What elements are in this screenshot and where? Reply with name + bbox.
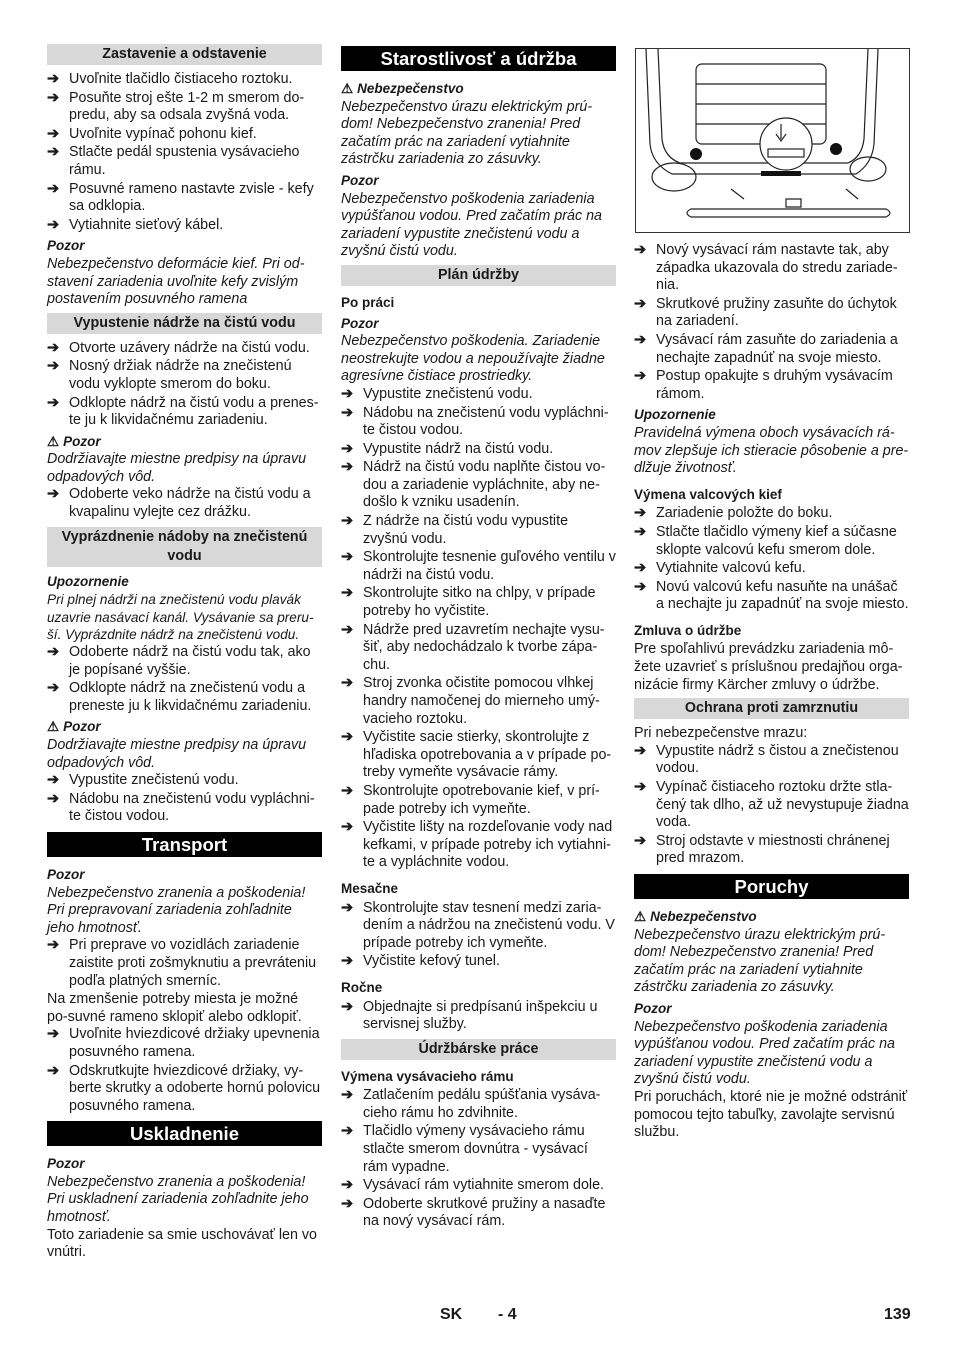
arrow-icon: ➔ <box>341 819 353 836</box>
list-text: Odklopte nádrž na znečistenú vodu a preneste ju k likvidačnému zariadeniu. <box>69 680 312 714</box>
list-item <box>47 1063 322 1116</box>
bullet-list <box>634 242 909 403</box>
list-text: Skontrolujte opotrebovanie kief, v prí-pade potreby ich vymeňte. <box>363 782 600 817</box>
list-text: Vytiahnite valcovú kefu. <box>656 560 806 577</box>
danger-note: Nebezpečenstvo úrazu elektrickým prú-dom! Nebezpečenstvo zranenia! Pred začatím prác na zariadení vytiahnite zástrčku zariadenia zo zásuvky. <box>634 926 886 996</box>
body-text: Toto zariadenie sa smie uschovávať len vo vnútri. <box>47 1226 317 1261</box>
arrow-icon: ➔ <box>634 560 646 577</box>
arrow-icon: ➔ <box>634 505 646 522</box>
caution-label: Pozor <box>634 1000 672 1016</box>
bullet-list <box>47 71 322 234</box>
body-text: Na zmenšenie potreby miesta je možné po-suvné rameno sklopiť alebo odklopiť. <box>47 991 302 1025</box>
arrow-icon: ➔ <box>341 621 353 638</box>
caution-note: Nebezpečenstvo zranenia a poškodenia! Pri prepravovaní zariadenia zohľadnite jeho hmotnosť. <box>47 884 306 936</box>
arrow-icon: ➔ <box>47 125 59 142</box>
bullet-list <box>341 386 616 872</box>
section-heading: Plán údržby <box>341 265 616 286</box>
squeegee-replacement-illustration <box>635 48 910 233</box>
arrow-icon: ➔ <box>341 899 353 916</box>
section-heading: Vypustenie nádrže na čistú vodu <box>47 313 322 334</box>
list-item <box>47 486 322 521</box>
caution-note: Nebezpečenstvo poškodenia zariadenia vypúšťanou vodou. Pred začatím prác na zariadení vypustite znečistenú vodu a zvyšnú čistú vodu. <box>634 1018 895 1088</box>
arrow-icon: ➔ <box>47 358 59 375</box>
list-item <box>47 144 322 179</box>
subheading: Ročne <box>341 979 383 995</box>
list-item <box>634 332 909 367</box>
list-item <box>341 585 616 620</box>
list-text: Tlačidlo výmeny vysávacieho rámu stlačte smerom dovnútra - vysávací rám vypadne. <box>363 1123 588 1175</box>
list-item <box>341 729 616 782</box>
arrow-icon: ➔ <box>634 242 646 258</box>
caution-label-text: Pozor <box>63 719 101 735</box>
arrow-icon: ➔ <box>341 459 353 476</box>
chapter-heading: Transport <box>47 832 322 857</box>
bullet-list <box>341 999 616 1034</box>
notice-label: Upozornenie <box>634 407 716 423</box>
list-text: Zariadenie položte do boku. <box>656 505 833 522</box>
list-item <box>634 560 909 578</box>
caution-label: Pozor <box>341 172 379 188</box>
arrow-icon: ➔ <box>634 779 646 796</box>
list-text: Skrutkové pružiny zasuňte do úchytok na zariadení. <box>656 295 897 330</box>
list-item <box>341 459 616 512</box>
list-text: Vyčistite lišty na rozdeľovanie vody nad kefkami, v prípade potreby ich vytiahni-te a vypláchnite vodou. <box>363 819 613 871</box>
danger-label-text: Nebezpečenstvo <box>650 909 757 924</box>
arrow-icon: ➔ <box>47 486 59 503</box>
caution-label-text: Pozor <box>63 433 101 449</box>
list-item <box>341 783 616 818</box>
list-item <box>341 1177 616 1195</box>
list-item <box>341 405 616 440</box>
list-text: Vytiahnite sieťový kábel. <box>69 216 224 233</box>
bullet-list <box>341 1087 616 1231</box>
caution-note: Nebezpečenstvo zranenia a poškodenia! Pri uskladnení zariadenia zohľadnite jeho hmotnosť. <box>47 1173 309 1226</box>
bullet-list <box>47 486 322 521</box>
arrow-icon: ➔ <box>341 675 353 692</box>
arrow-icon: ➔ <box>634 832 646 849</box>
arrow-icon: ➔ <box>47 1062 59 1079</box>
arrow-icon: ➔ <box>341 1177 353 1194</box>
caution-label: Pozor <box>47 238 85 254</box>
list-item <box>341 386 616 404</box>
arrow-icon: ➔ <box>47 394 59 411</box>
notice-note: Pravidelná výmena oboch vysávacích rá-mov zlepšuje ich stieracie pôsobenie a pre-dlžuje životnosť. <box>634 424 909 477</box>
list-item <box>634 242 909 295</box>
list-item <box>634 368 909 403</box>
bullet-list <box>47 644 322 715</box>
bullet-list <box>341 900 616 971</box>
body-text: Pri poruchách, ktoré nie je možné odstrániť pomocou tejto tabuľky, zavolajte servisnú službu. <box>634 1088 908 1141</box>
list-item <box>47 937 322 990</box>
list-text: Z nádrže na čistú vodu vypustite zvyšnú vodu. <box>363 513 569 547</box>
list-item <box>47 772 322 790</box>
list-item <box>47 791 322 826</box>
list-text: Vypínač čistiaceho roztoku držte stla-čený tak dlho, až už nevystupuje žiadna voda. <box>656 779 909 831</box>
arrow-icon: ➔ <box>47 216 59 233</box>
arrow-icon: ➔ <box>47 772 59 789</box>
arrow-icon: ➔ <box>341 998 353 1015</box>
arrow-icon: ➔ <box>47 339 59 356</box>
chapter-heading: Uskladnenie <box>47 1121 322 1146</box>
list-item <box>341 513 616 548</box>
list-text: Skontrolujte tesnenie guľového ventilu v nádrži na čistú vodu. <box>363 549 616 583</box>
arrow-icon: ➔ <box>341 440 353 457</box>
caution-note: Nebezpečenstvo deformácie kief. Pri od-stavení zariadenia uvoľnite kefy zvislým postavením posuvného ramena <box>47 255 305 308</box>
notice-label: Upozornenie <box>47 573 129 589</box>
list-text: Posuňte stroj ešte 1-2 m smerom do-predu, aby sa odsala zvyšná voda. <box>69 89 305 124</box>
bullet-list <box>47 1026 322 1115</box>
list-text: Odoberte skrutkové pružiny a nasaďte na nový vysávací rám. <box>363 1195 606 1230</box>
arrow-icon: ➔ <box>47 937 59 954</box>
subheading: Výmena valcových kief <box>634 486 782 502</box>
danger-label <box>634 908 909 926</box>
section-heading: Ochrana proti zamrznutiu <box>634 698 909 719</box>
list-text: Stroj odstavte v miestnosti chránenej pred mrazom. <box>656 832 890 867</box>
bullet-list <box>47 937 322 990</box>
caution-note: Dodržiavajte miestne predpisy na úpravu odpadových vôd. <box>47 451 307 485</box>
list-item <box>634 505 909 523</box>
list-item <box>341 549 616 584</box>
arrow-icon: ➔ <box>634 295 646 312</box>
list-text: Odskrutkujte hviezdicové držiaky, vy-berte skrutky a odoberte hornú polovicu posuvného ramena. <box>69 1062 321 1114</box>
list-item <box>47 71 322 89</box>
danger-label <box>341 80 616 98</box>
list-item <box>341 819 616 872</box>
danger-note: Nebezpečenstvo úrazu elektrickým prú-dom! Nebezpečenstvo zranenia! Pred začatím prác na zariadení vytiahnite zástrčku zariadenia zo zásuvky. <box>341 98 593 168</box>
language-code: SK <box>440 1306 463 1323</box>
column-2 <box>341 44 616 1232</box>
list-text: Posuvné rameno nastavte zvisle - kefy sa odklopia. <box>69 180 314 215</box>
list-item <box>47 644 322 679</box>
arrow-icon: ➔ <box>47 644 59 661</box>
caution-label: Pozor <box>341 315 379 331</box>
list-item <box>47 395 322 430</box>
caution-note: Nebezpečenstvo poškodenia. Zariadenie neostrekujte vodou a nepoužívajte žiadne agresívne čistiace prostriedky. <box>341 333 605 385</box>
arrow-icon: ➔ <box>341 1195 353 1212</box>
list-text: Pri preprave vo vozidlách zariadenie zaistite proti zošmyknutiu a prevráteniu podľa platných smerníc. <box>69 937 317 989</box>
arrow-icon: ➔ <box>341 404 353 421</box>
arrow-icon: ➔ <box>341 585 353 602</box>
caution-label: Pozor <box>47 866 85 882</box>
arrow-icon: ➔ <box>341 549 353 566</box>
arrow-icon: ➔ <box>47 1026 59 1043</box>
list-text: Stlačte tlačidlo výmeny kief a súčasne sklopte valcovú kefu smerom dole. <box>656 523 897 558</box>
list-text: Vyčistite kefový tunel. <box>363 953 500 970</box>
list-item <box>341 900 616 953</box>
body-text: Pre spoľahlivú prevádzku zariadenia mô-žete uzavrieť s príslušnou predajňou orga-nizácie firmy Kärcher zmluvy o údržbe. <box>634 641 903 693</box>
column-3 <box>634 242 909 1142</box>
list-text: Postup opakujte s druhým vysávacím rámom. <box>656 368 893 402</box>
list-item <box>341 999 616 1034</box>
list-item <box>341 1196 616 1231</box>
list-text: Skontrolujte sitko na chlpy, v prípade potreby ho vyčistite. <box>363 585 596 620</box>
chapter-heading: Starostlivosť a údržba <box>341 46 616 71</box>
arrow-icon: ➔ <box>341 1123 353 1140</box>
section-heading: Údržbárske práce <box>341 1039 616 1060</box>
section-page: - 4 <box>498 1306 517 1323</box>
arrow-icon: ➔ <box>47 144 59 161</box>
caution-label: Pozor <box>47 1156 85 1172</box>
warning-icon: ⚠ <box>47 719 60 735</box>
list-item <box>341 1087 616 1122</box>
arrow-icon: ➔ <box>47 89 59 106</box>
list-text: Uvoľnite vypínač pohonu kief. <box>69 125 257 142</box>
list-text: Objednajte si predpísanú inšpekciu u servisnej služby. <box>363 998 598 1033</box>
caution-label <box>47 718 322 736</box>
subheading: Zmluva o údržbe <box>634 622 742 638</box>
danger-label-text: Nebezpečenstvo <box>357 81 464 96</box>
list-item <box>47 358 322 393</box>
subheading: Po práci <box>341 294 395 310</box>
arrow-icon: ➔ <box>634 578 646 595</box>
list-item <box>47 340 322 358</box>
list-item <box>47 126 322 144</box>
bullet-list <box>634 743 909 868</box>
column-1 <box>47 44 322 1262</box>
list-text: Nádrž na čistú vodu naplňte čistou vo-dou a zariadenie vypláchnite, aby ne-došlo k vzniku usadenín. <box>363 459 606 511</box>
list-item <box>341 622 616 675</box>
page-number: 139 <box>884 1306 911 1323</box>
caution-note: Nebezpečenstvo poškodenia zariadenia vypúšťanou vodou. Pred začatím prác na zariadení vypustite znečistenú vodu a zvyšnú čistú vodu. <box>341 190 602 260</box>
list-text: Nádobu na znečistenú vodu vypláchni-te čistou vodou. <box>69 790 315 825</box>
list-text: Vysávací rám zasuňte do zariadenia a nechajte zapadnúť na svoje miesto. <box>656 331 898 366</box>
chapter-heading: Poruchy <box>634 874 909 899</box>
list-item <box>47 680 322 715</box>
list-text: Vysávací rám vytiahnite smerom dole. <box>363 1177 605 1194</box>
list-text: Nádrže pred uzavretím nechajte vysu-šiť, aby nedochádzalo k tvorbe zápa-chu. <box>363 621 605 673</box>
list-text: Zatlačením pedálu spúšťania vysáva-cieho rámu ho zdvihnite. <box>363 1087 601 1121</box>
list-text: Nový vysávací rám nastavte tak, aby západka ukazovala do stredu zariade-nia. <box>656 242 898 294</box>
list-text: Stroj zvonka očistite pomocou vlhkej handry namočenej do mierneho umý-vacieho roztoku. <box>363 675 600 727</box>
arrow-icon: ➔ <box>47 180 59 197</box>
bullet-list <box>47 772 322 826</box>
notice-note: Pri plnej nádrži na znečistenú vodu plavák uzavrie nasávací kanál. Vysávanie sa preru-ší. Vyprázdnite nádrž na znečistenú vodu. <box>47 592 314 643</box>
list-text: Odoberte veko nádrže na čistú vodu a kvapalinu vylejte cez drážku. <box>69 486 311 521</box>
list-item <box>634 743 909 778</box>
list-item <box>634 833 909 868</box>
list-text: Vyčistite sacie stierky, skontrolujte z hľadiska opotrebovania a v prípade po-treby vymeňte vysávacie rámy. <box>363 729 612 781</box>
arrow-icon: ➔ <box>47 790 59 807</box>
arrow-icon: ➔ <box>47 680 59 697</box>
warning-icon: ⚠ <box>634 909 647 924</box>
arrow-icon: ➔ <box>341 782 353 799</box>
list-text: Nosný držiak nádrže na znečistenú vodu vyklopte smerom do boku. <box>69 358 292 392</box>
arrow-icon: ➔ <box>341 729 353 746</box>
list-text: Vypustite nádrž s čistou a znečistenou vodou. <box>656 742 899 777</box>
list-item <box>47 1026 322 1061</box>
arrow-icon: ➔ <box>341 385 353 402</box>
list-item <box>341 441 616 459</box>
list-text: Novú valcovú kefu nasuňte na unášač a nechajte ju zapadnúť na svoje miesto. <box>656 578 909 613</box>
list-text: Stlačte pedál spustenia vysávacieho rámu. <box>69 144 300 178</box>
subheading: Mesačne <box>341 880 399 896</box>
arrow-icon: ➔ <box>634 368 646 385</box>
list-text: Otvorte uzávery nádrže na čistú vodu. <box>69 339 310 356</box>
arrow-icon: ➔ <box>634 331 646 348</box>
section-heading: Zastavenie a odstavenie <box>47 44 322 65</box>
body-text: Pri nebezpečenstve mrazu: <box>634 725 808 742</box>
arrow-icon: ➔ <box>341 513 353 530</box>
illustration-svg <box>636 49 909 232</box>
list-text: Odoberte nádrž na čistú vodu tak, ako je popísané vyššie. <box>69 644 311 678</box>
subheading: Výmena vysávacieho rámu <box>341 1068 514 1084</box>
list-item <box>634 296 909 331</box>
list-text: Vypustite nádrž na čistú vodu. <box>363 440 554 457</box>
list-item <box>634 524 909 559</box>
arrow-icon: ➔ <box>634 523 646 540</box>
list-text: Nádobu na znečistenú vodu vypláchni-te čistou vodou. <box>363 404 609 439</box>
list-item <box>341 675 616 728</box>
list-text: Uvoľnite hviezdicové držiaky upevnenia posuvného ramena. <box>69 1026 320 1060</box>
arrow-icon: ➔ <box>634 742 646 759</box>
list-item <box>634 779 909 832</box>
list-item <box>47 181 322 216</box>
caution-label <box>47 433 322 451</box>
section-heading: Vyprázdnenie nádoby na znečistenú vodu <box>47 527 322 567</box>
list-item <box>47 217 322 235</box>
list-item <box>341 1123 616 1176</box>
list-text: Vypustite znečistenú vodu. <box>69 772 239 789</box>
list-item <box>47 90 322 125</box>
warning-icon: ⚠ <box>47 433 60 449</box>
list-text: Odklopte nádrž na čistú vodu a prenes-te ju k likvidačnému zariadeniu. <box>69 394 319 429</box>
list-text: Uvoľnite tlačidlo čistiaceho roztoku. <box>69 71 293 87</box>
bullet-list <box>634 505 909 614</box>
arrow-icon: ➔ <box>341 953 353 970</box>
caution-note: Dodržiavajte miestne predpisy na úpravu odpadových vôd. <box>47 737 307 771</box>
warning-icon: ⚠ <box>341 81 354 96</box>
arrow-icon: ➔ <box>47 71 59 87</box>
bullet-list <box>47 340 322 430</box>
list-item <box>634 579 909 614</box>
list-text: Skontrolujte stav tesnení medzi zaria-dením a nádržou na znečistenú vodu. V prípade potreby ich vymeňte. <box>363 899 615 951</box>
arrow-icon: ➔ <box>341 1087 353 1104</box>
list-item <box>341 953 616 971</box>
list-text: Vypustite znečistenú vodu. <box>363 385 533 402</box>
